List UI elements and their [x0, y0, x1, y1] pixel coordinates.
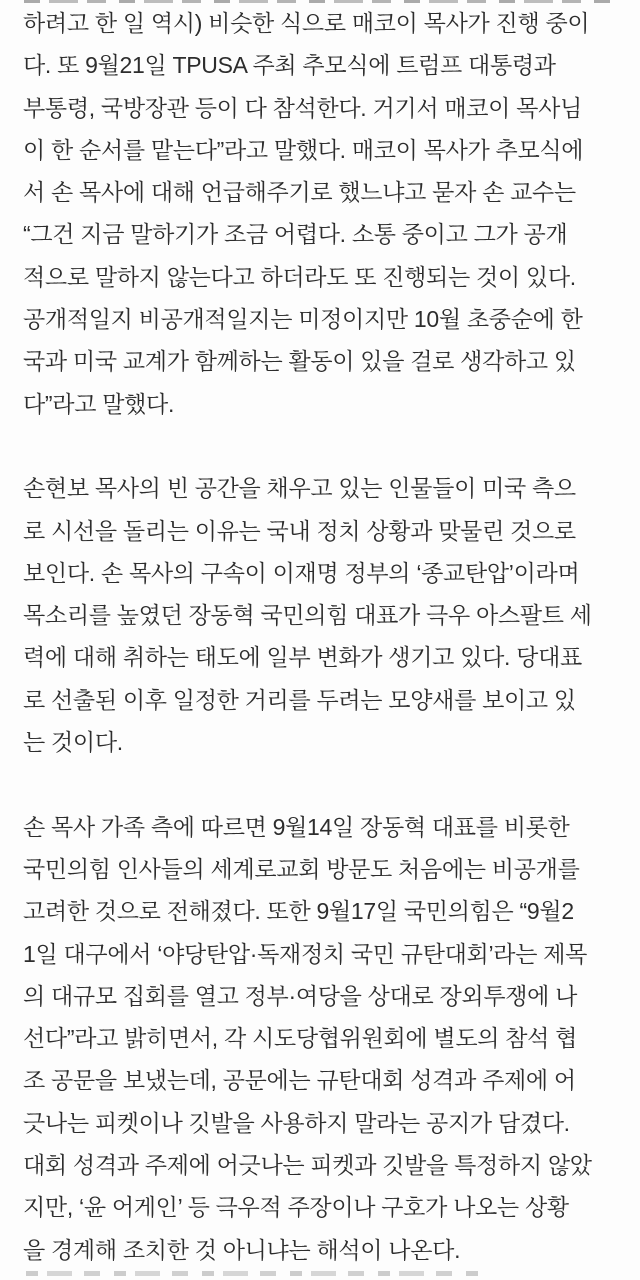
text-line: 서 손 목사에 대해 언급해주기로 했느냐고 묻자 손 교수는: [23, 179, 576, 206]
paragraph: [23, 467, 623, 763]
text-line: 보인다. 손 목사의 구속이 이재명 정부의 ‘종교탄압’이라며: [23, 559, 580, 586]
text-line: 을 경계해 조치한 것 아니냐는 해석이 나온다.: [23, 1236, 461, 1263]
text-line: 이 한 순서를 맡는다”라고 말했다. 매코이 목사가 추모식에: [23, 136, 584, 163]
text-line: 1일 대구에서 ‘야당탄압·독재정치 국민 규탄대회’라는 제목: [23, 940, 588, 967]
paragraph: [23, 2, 623, 425]
text-line: 공개적일지 비공개적일지는 미정이지만 10월 초중순에 한: [23, 306, 583, 333]
text-line: 고려한 것으로 전해졌다. 또한 9월17일 국민의힘은 “9월2: [23, 898, 574, 925]
text-line: 부통령, 국방장관 등이 다 참석한다. 거기서 매코이 목사님: [23, 94, 582, 121]
text-line: 국과 미국 교계가 함께하는 활동이 있을 걸로 생각하고 있: [23, 348, 576, 375]
text-line: “그건 지금 말하기가 조금 어렵다. 소통 중이고 그가 공개: [23, 221, 568, 248]
text-line: 지만, ‘윤 어게인’ 등 극우적 주장이나 구호가 나오는 상황: [23, 1194, 569, 1221]
text-line: 의 대규모 집회를 열고 정부·여당을 상대로 장외투쟁에 나: [23, 982, 578, 1009]
text-line: 로 선출된 이후 일정한 거리를 두려는 모양새를 보이고 있: [23, 686, 576, 713]
text-line: 하려고 한 일 역시) 비슷한 식으로 매코이 목사가 진행 중이: [23, 10, 590, 36]
text-line: 조 공문을 보냈는데, 공문에는 규탄대회 성격과 주제에 어: [23, 1067, 576, 1094]
text-line: 는 것이다.: [23, 729, 123, 756]
text-line: 목소리를 높였던 장동혁 국민의힘 대표가 극우 아스팔트 세: [23, 602, 592, 629]
paragraph: [23, 806, 623, 1271]
cut-off-text-bottom: [26, 1271, 478, 1276]
text-line: 국민의힘 인사들의 세계로교회 방문도 처음에는 비공개를: [23, 855, 580, 882]
text-line: 대회 성격과 주제에 어긋나는 피켓과 깃발을 특정하지 않았: [23, 1152, 592, 1179]
text-line: 력에 대해 취하는 태도에 일부 변화가 생기고 있다. 당대표: [23, 644, 582, 671]
text-line: 로 시선을 돌리는 이유는 국내 정치 상황과 맞물린 것으로: [23, 517, 576, 544]
text-line: 다. 또 9월21일 TPUSA 주최 추모식에 트럼프 대통령과: [23, 52, 556, 79]
text-line: 손현보 목사의 빈 공간을 채우고 있는 인물들이 미국 측으: [23, 475, 576, 502]
text-line: 긋나는 피켓이나 깃발을 사용하지 말라는 공지가 담겼다.: [23, 1109, 570, 1136]
text-line: 손 목사 가족 측에 따르면 9월14일 장동혁 대표를 비롯한: [23, 813, 570, 840]
text-line: 적으로 말하지 않는다고 하더라도 또 진행되는 것이 있다.: [23, 263, 576, 290]
text-line: 다”라고 말했다.: [23, 390, 175, 417]
article-text: [23, 2, 623, 1271]
text-line: 선다”라고 밝히면서, 각 시도당협위원회에 별도의 참석 협: [23, 1025, 578, 1052]
